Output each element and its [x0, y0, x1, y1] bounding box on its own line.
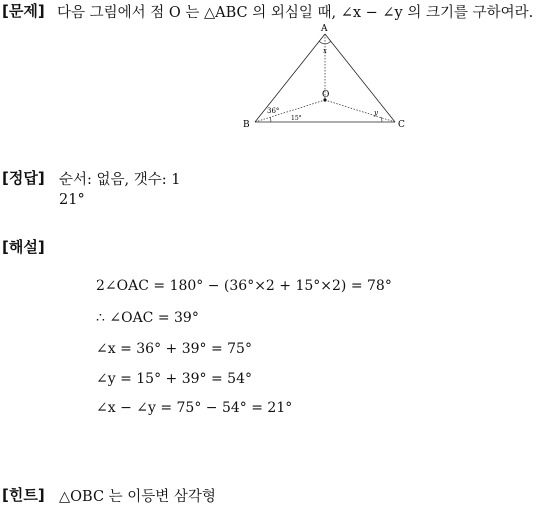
solution-line: ∴ ∠OAC = 39° — [96, 310, 199, 326]
answer-value: 21° — [59, 192, 85, 208]
hint-text: △OBC 는 이등변 삼각형 — [59, 489, 216, 505]
label-c: C — [398, 120, 405, 130]
answer-label: [정답] — [2, 169, 45, 187]
segment-oc — [325, 100, 395, 122]
solution-line: ∠x − ∠y = 75° − 54° = 21° — [96, 400, 293, 416]
solution-line: ∠x = 36° + 39° = 75° — [96, 341, 252, 357]
label-y: y — [374, 109, 378, 117]
side-ab — [255, 34, 325, 122]
hint-label: [힌트] — [2, 486, 45, 504]
problem-label: [문제] — [2, 2, 45, 20]
label-o: O — [322, 90, 330, 100]
solution-label: [해설] — [2, 238, 45, 256]
label-a: A — [321, 24, 328, 34]
label-b: B — [243, 120, 250, 130]
segment-ob — [255, 100, 325, 122]
label-angle-15: 15° — [291, 115, 302, 122]
problem-text: 다음 그림에서 점 O 는 △ABC 의 외심일 때, ∠x − ∠y 의 크기를 구하여라. — [57, 5, 534, 21]
answer-meta: 순서: 없음, 갯수: 1 — [59, 172, 181, 188]
solution-line: ∠y = 15° + 39° = 54° — [96, 371, 252, 387]
label-angle-36: 36° — [267, 107, 280, 115]
label-x: x — [323, 47, 327, 55]
side-ac — [325, 34, 395, 122]
triangle-figure — [238, 22, 418, 134]
solution-line: 2∠OAC = 180° − (36°×2 + 15°×2) = 78° — [96, 278, 392, 294]
